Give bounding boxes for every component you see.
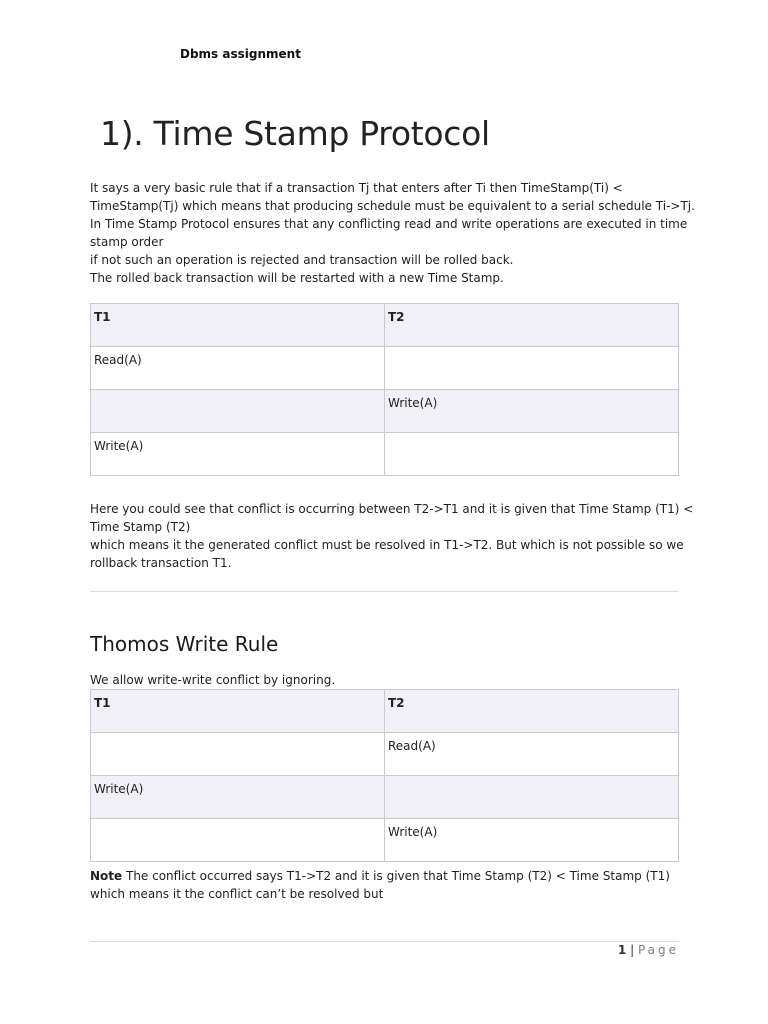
- header-cell-t2: T2: [385, 304, 679, 347]
- table-cell: Write(A): [385, 390, 679, 433]
- text-line: rollback transaction T1.: [90, 556, 232, 570]
- text-line: In Time Stamp Protocol ensures that any conflicting read and write operations are executed in time: [90, 217, 688, 231]
- document-header: Dbms assignment: [180, 47, 301, 61]
- text-line: which means it the generated conflict must be resolved in T1->T2. But which is not possible so we: [90, 538, 684, 552]
- table-cell: Write(A): [91, 433, 385, 476]
- table-cell: [91, 390, 385, 433]
- section-title-thomos-write-rule: Thomos Write Rule: [90, 632, 279, 656]
- header-cell-t1: T1: [91, 690, 385, 733]
- table-cell: [91, 733, 385, 776]
- thomas-intro-line: We allow write-write conflict by ignoring.: [90, 673, 336, 687]
- text-line: which means it the conflict can’t be resolved but: [90, 887, 384, 901]
- section-divider: [90, 591, 679, 592]
- page-label: Page: [637, 943, 679, 957]
- text-line: It says a very basic rule that if a transaction Tj that enters after Ti then TimeStamp(Ti) <: [90, 181, 623, 195]
- table-header-row: [91, 304, 679, 347]
- intro-paragraph: [90, 179, 695, 287]
- table-row: [91, 819, 679, 862]
- table-header-row: [91, 690, 679, 733]
- note-label: Note: [90, 869, 123, 883]
- text-line: if not such an operation is rejected and transaction will be rolled back.: [90, 253, 514, 267]
- table-row: [91, 433, 679, 476]
- page-footer: [618, 943, 679, 957]
- footer-divider: [90, 941, 679, 942]
- explanation-paragraph: [90, 500, 694, 572]
- text-line: The rolled back transaction will be restarted with a new Time Stamp.: [90, 271, 504, 285]
- footer-separator: |: [630, 943, 635, 957]
- header-cell-t2: T2: [385, 690, 679, 733]
- text-line: Here you could see that conflict is occurring between T2->T1 and it is given that Time Stamp (T1) <: [90, 502, 694, 516]
- section-title-time-stamp-protocol: 1). Time Stamp Protocol: [100, 114, 490, 153]
- table-row: [91, 733, 679, 776]
- table-row: [91, 390, 679, 433]
- note-paragraph: [90, 867, 680, 903]
- table-cell: [385, 433, 679, 476]
- table-cell: Read(A): [91, 347, 385, 390]
- table-cell: Read(A): [385, 733, 679, 776]
- text-line: stamp order: [90, 235, 164, 249]
- table-cell: [385, 776, 679, 819]
- thomas-write-rule-table: [90, 689, 679, 862]
- table-row: [91, 776, 679, 819]
- header-cell-t1: T1: [91, 304, 385, 347]
- table-cell: Write(A): [385, 819, 679, 862]
- page-number: 1: [617, 943, 627, 957]
- text-line: Time Stamp (T2): [90, 520, 191, 534]
- table-cell: [385, 347, 679, 390]
- text-line: TimeStamp(Tj) which means that producing schedule must be equivalent to a serial schedule Ti->Tj.: [90, 199, 695, 213]
- timestamp-schedule-table: [90, 303, 679, 476]
- text-line: The conflict occurred says T1->T2 and it is given that Time Stamp (T2) < Time Stamp (T1): [122, 869, 670, 883]
- table-row: [91, 347, 679, 390]
- table-cell: [91, 819, 385, 862]
- table-cell: Write(A): [91, 776, 385, 819]
